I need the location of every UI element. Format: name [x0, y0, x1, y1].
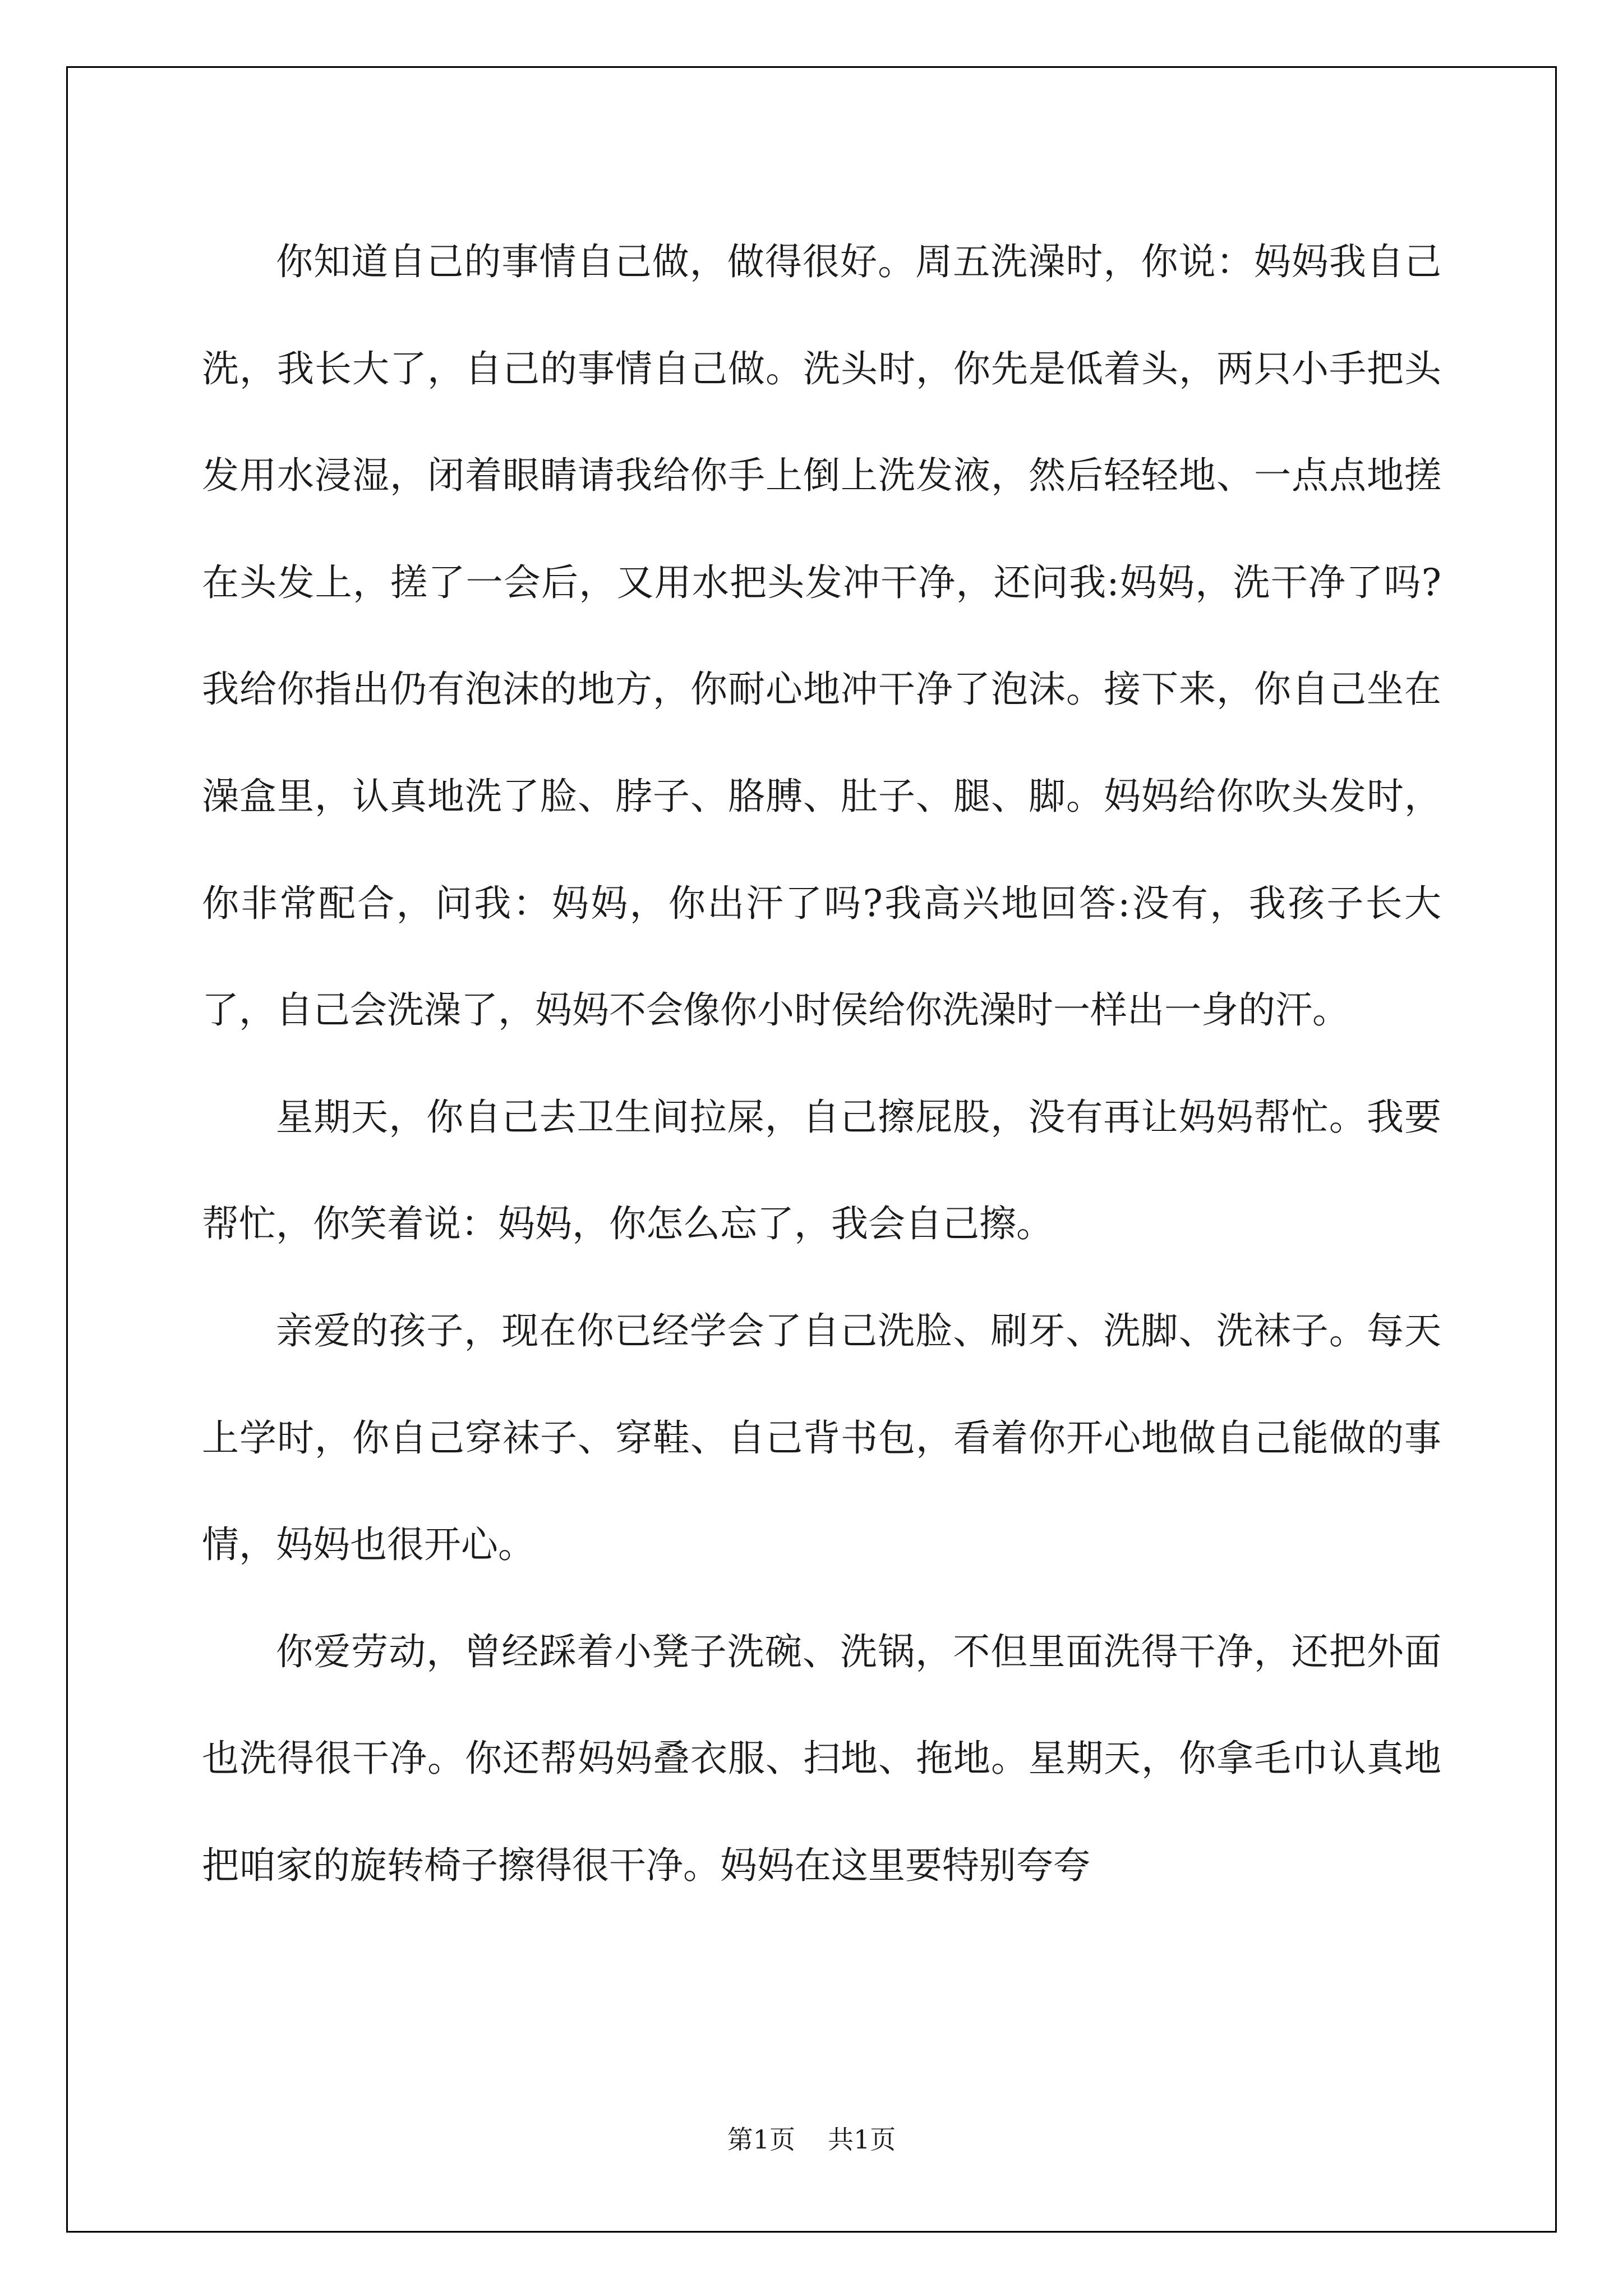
- paragraph-3: 亲爱的孩子，现在你已经学会了自己洗脸、刷牙、洗脚、洗袜子。每天上学时，你自己穿袜子、穿鞋、自己背书包，看着你开心地做自己能做的事情，妈妈也很开心。: [202, 1309, 1441, 1567]
- page-number-current: 第1页: [727, 2124, 795, 2155]
- page-footer: [0, 2119, 1623, 2156]
- paragraph-2: 星期天，你自己去卫生间拉屎，自己擦屁股，没有再让妈妈帮忙。我要帮忙，你笑着说：妈妈，你怎么忘了，我会自己擦。: [202, 1095, 1441, 1246]
- page-number-total: 共1页: [828, 2124, 896, 2155]
- paragraph-1: 你知道自己的事情自己做，做得很好。周五洗澡时，你说：妈妈我自己洗，我长大了，自己的事情自己做。洗头时，你先是低着头，两只小手把头发用水浸湿，闭着眼睛请我给你手上倒上洗发液，然后轻轻地、一点点地搓在头发上，搓了一会后，又用水把头发冲干净，还问我:妈妈，洗干净了吗?我给你指出仍有泡沫的地方，你耐心地冲干净了泡沫。接下来，你自己坐在澡盒里，认真地洗了脸、脖子、胳膊、肚子、腿、脚。妈妈给你吹头发时，你非常配合，问我：妈妈，你出汗了吗?我高兴地回答:没有，我孩子长大了，自己会洗澡了，妈妈不会像你小时侯给你洗澡时一样出一身的汗。: [202, 240, 1441, 1032]
- paragraph-4: 你爱劳动，曾经踩着小凳子洗碗、洗锅，不但里面洗得干净，还把外面也洗得很干净。你还帮妈妈叠衣服、扫地、拖地。星期天，你拿毛巾认真地把咱家的旋转椅子擦得很干净。妈妈在这里要特别夸夸: [202, 1630, 1441, 1887]
- document-body: [202, 209, 1441, 1920]
